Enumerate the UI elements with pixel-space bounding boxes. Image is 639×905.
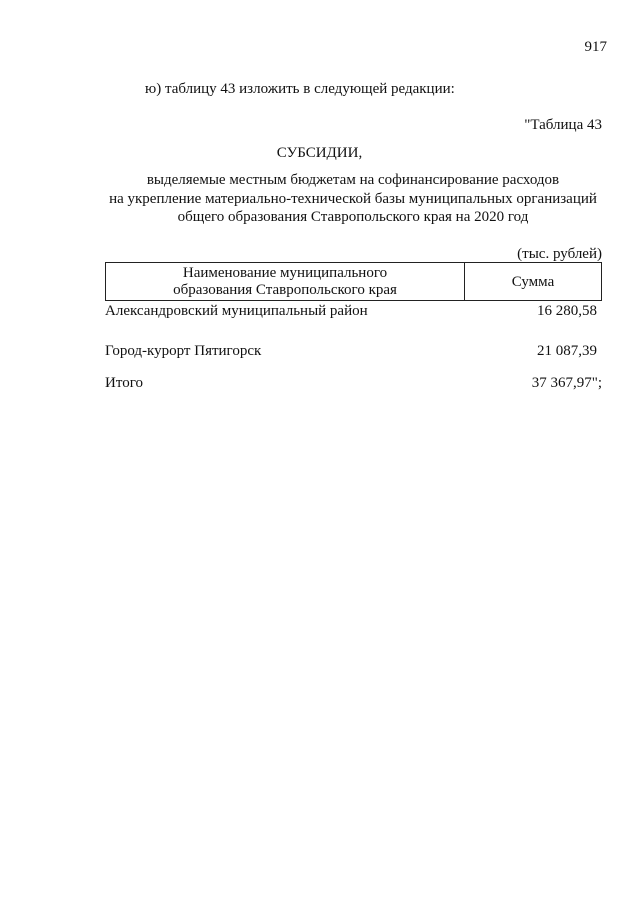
header-cell-sum: Сумма (511, 273, 555, 290)
document-subtitle (0, 171, 639, 227)
table-row (105, 342, 597, 360)
subtitle-line: на укрепление материально-технической базы муниципальных организаций (109, 190, 597, 207)
row-sum: 21 087,39 (537, 343, 597, 359)
table-label: "Таблица 43 (524, 117, 602, 133)
table-header (105, 262, 602, 301)
row-name: Город-курорт Пятигорск (105, 343, 262, 359)
document-title: СУБСИДИИ, (276, 145, 363, 161)
row-sum: 16 280,58 (537, 303, 597, 319)
table-row (105, 302, 597, 320)
table-row-total (105, 374, 602, 392)
page-number: 917 (584, 39, 607, 55)
header-cell-name-line: образования Ставропольского края (173, 281, 397, 298)
subtitle-line: выделяемые местным бюджетам на софинансирование расходов (146, 172, 560, 188)
subtitle-line: общего образования Ставропольского края на 2020 год (177, 209, 529, 225)
units-label: (тыс. рублей) (517, 246, 602, 262)
header-cell-name-line: Наименование муниципального (182, 264, 388, 281)
row-name: Александровский муниципальный район (105, 303, 368, 319)
row-name: Итого (105, 375, 143, 391)
intro-text: ю) таблицу 43 изложить в следующей редакции: (145, 81, 455, 97)
row-sum: 37 367,97"; (531, 375, 602, 391)
header-cell-name (106, 263, 465, 300)
